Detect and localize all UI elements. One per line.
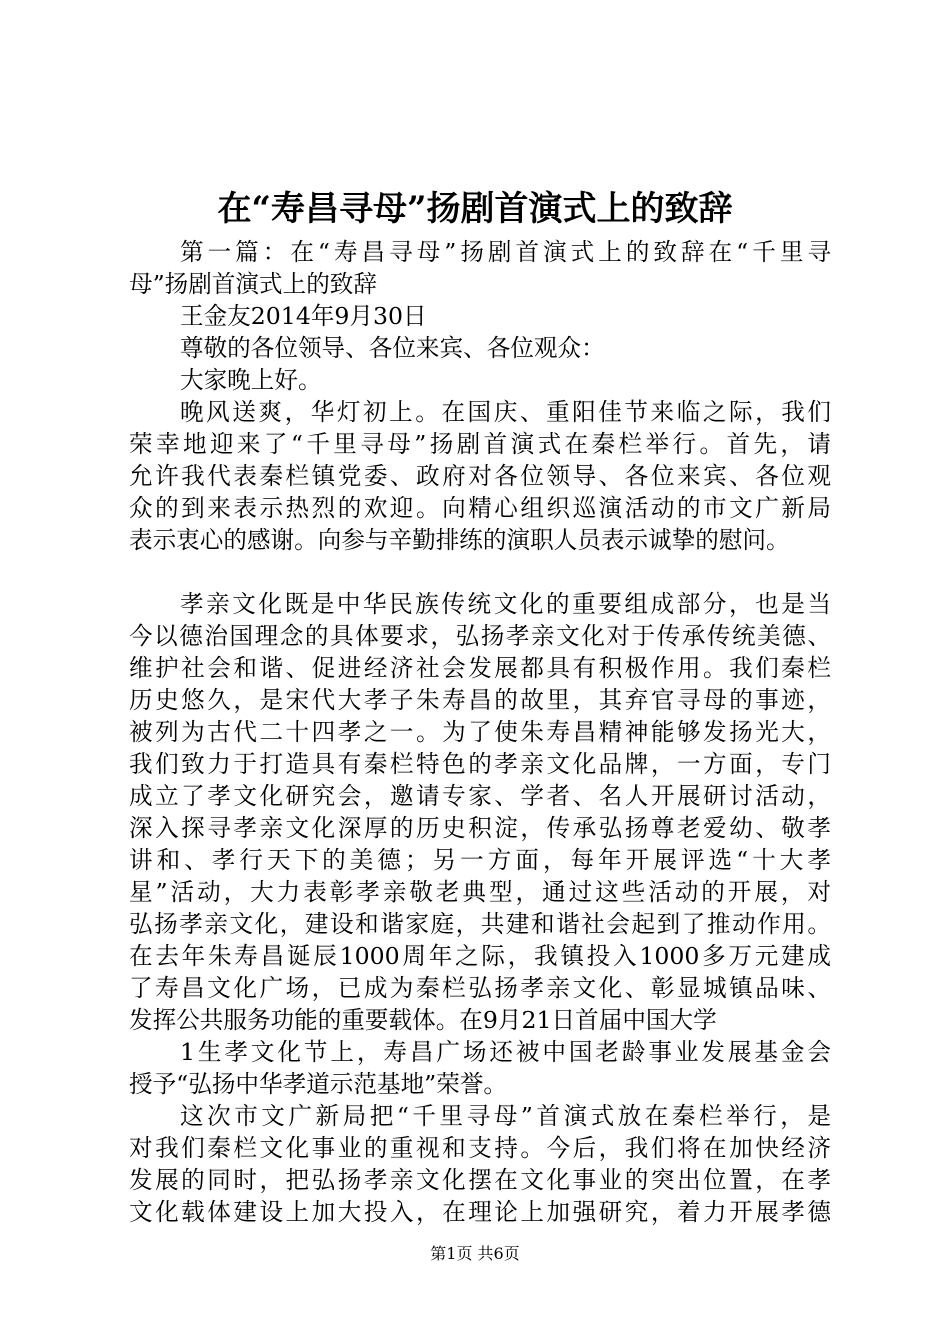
body-line: 对我们秦栏文化事业的重视和支持。今后，我们将在加快经济 [129,1134,831,1162]
body-line: 允许我代表秦栏镇党委、政府对各位领导、各位来宾、各位观 [129,462,831,490]
page-footer: 第1页 共6页 [430,1244,520,1263]
body-line: 王金友2014年9月30日 [180,302,427,330]
body-line: 被列为古代二十四孝之一。为了使朱寿昌精神能够发扬光大， [129,718,831,746]
body-line: 母”扬剧首演式上的致辞 [129,270,377,298]
body-line: 讲和、孝行天下的美德；另一方面，每年开展评选“十大孝 [129,846,831,874]
body-line: 历史悠久，是宋代大孝子朱寿昌的故里，其弃官寻母的事迹， [129,686,831,714]
body-line: 深入探寻孝亲文化深厚的历史积淀，传承弘扬尊老爱幼、敬孝 [129,814,831,842]
body-line: 文化载体建设上加大投入，在理论上加强研究，着力开展孝德 [129,1198,831,1226]
body-line: 弘扬孝亲文化，建设和谐家庭，共建和谐社会起到了推动作用。 [129,910,831,938]
body-line: 了寿昌文化广场，已成为秦栏弘扬孝亲文化、彰显城镇品味、 [129,974,831,1002]
body-line: 成立了孝文化研究会，邀请专家、学者、名人开展研讨活动， [129,782,831,810]
body-line: 发挥公共服务功能的重要载体。在9月21日首届中国大学 [129,1006,717,1034]
body-line: 晚风送爽，华灯初上。在国庆、重阳佳节来临之际，我们 [180,398,831,426]
body-line: 孝亲文化既是中华民族传统文化的重要组成部分，也是当 [180,590,831,618]
body-line: 今以德治国理念的具体要求，弘扬孝亲文化对于传承传统美德、 [129,622,831,650]
body-line: 1生孝文化节上，寿昌广场还被中国老龄事业发展基金会 [180,1038,831,1066]
document-body [129,236,831,1228]
body-line: 维护社会和谐、促进经济社会发展都具有积极作用。我们秦栏 [129,654,831,682]
body-line: 表示衷心的感谢。向参与辛勤排练的演职人员表示诚挚的慰问。 [129,526,790,554]
body-line: 授予“弘扬中华孝道示范基地”荣誉。 [129,1070,508,1098]
body-line: 尊敬的各位领导、各位来宾、各位观众： [180,334,605,362]
body-line: 星”活动，大力表彰孝亲敬老典型，通过这些活动的开展，对 [129,878,831,906]
body-line: 众的到来表示热烈的欢迎。向精心组织巡演活动的市文广新局 [129,494,831,522]
body-line: 第一篇：在“寿昌寻母”扬剧首演式上的致辞在“千里寻 [180,238,831,266]
body-line: 我们致力于打造具有秦栏特色的孝亲文化品牌，一方面，专门 [129,750,831,778]
body-line: 荣幸地迎来了“千里寻母”扬剧首演式在秦栏举行。首先，请 [129,430,831,458]
body-line: 大家晚上好。 [180,366,322,394]
paragraph-gap [129,556,831,588]
body-line: 发展的同时，把弘扬孝亲文化摆在文化事业的突出位置，在孝 [129,1166,831,1194]
body-line: 这次市文广新局把“千里寻母”首演式放在秦栏举行，是 [180,1102,831,1130]
body-line: 在去年朱寿昌诞辰1000周年之际，我镇投入1000多万元建成 [129,942,831,970]
document-title: 在“寿昌寻母”扬剧首演式上的致辞 [217,189,733,229]
